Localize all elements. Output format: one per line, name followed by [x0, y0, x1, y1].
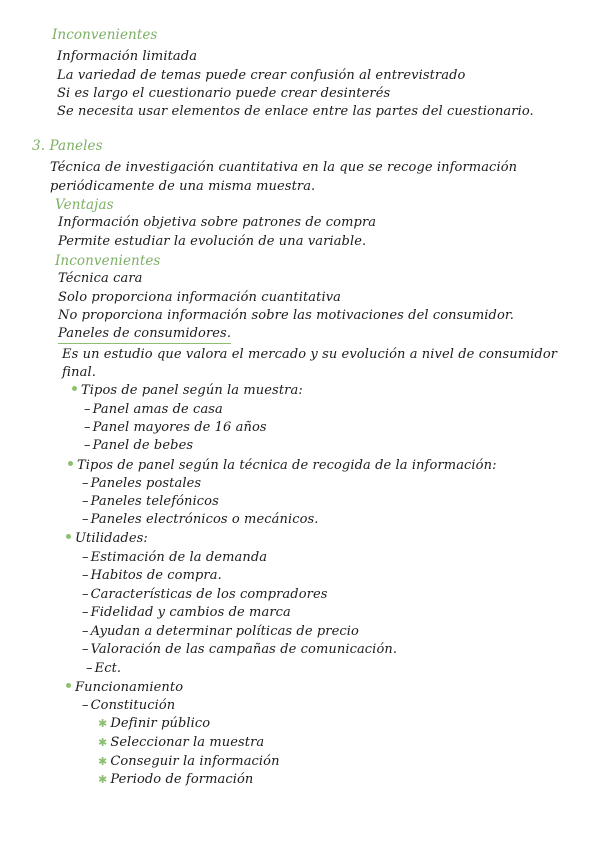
- item-label: Seleccionar la muestra: [110, 735, 265, 750]
- ventajas-item: Información objetiva sobre patrones de compra: [58, 215, 377, 230]
- item-label: Conseguir la información: [110, 754, 280, 769]
- tipos-muestra-label: Tipos de panel según la muestra:: [81, 383, 303, 398]
- dash-icon: –: [82, 476, 89, 491]
- item-label: Valoración de las campañas de comunicación.: [90, 642, 398, 657]
- funcionamiento-label: Funcionamiento: [75, 680, 184, 695]
- tipos-muestra-item: [84, 438, 193, 454]
- constitucion-label: Constitución: [90, 698, 176, 713]
- utilidades-item: [82, 605, 291, 621]
- item-label: Panel amas de casa: [92, 402, 223, 417]
- tipos-muestra-title: [72, 383, 303, 399]
- star-bullet-icon: ✱: [98, 736, 108, 749]
- tipos-tecnica-label: Tipos de panel según la técnica de recogida de la información:: [77, 458, 497, 473]
- bullet-icon: [72, 386, 77, 391]
- inconvenientes-heading: Inconvenientes: [52, 27, 158, 43]
- utilidades-item: [82, 568, 222, 584]
- dash-icon: –: [86, 661, 93, 676]
- tipos-tecnica-title: [68, 458, 497, 474]
- dash-icon: –: [84, 402, 91, 417]
- item-label: Ect.: [94, 661, 122, 676]
- constitucion-item: [98, 735, 264, 751]
- paneles-heading: 3. Paneles: [32, 138, 103, 154]
- dash-icon: –: [82, 587, 89, 602]
- tipos-muestra-item: [84, 402, 223, 418]
- paneles-definition: periódicamente de una misma muestra.: [50, 179, 316, 194]
- tipos-tecnica-item: [82, 512, 319, 528]
- paneles-inconvenientes-heading: Inconvenientes: [55, 253, 161, 269]
- inconvenientes-item: Información limitada: [57, 49, 198, 64]
- bullet-icon: [66, 534, 71, 539]
- star-bullet-icon: ✱: [98, 773, 108, 786]
- dash-icon: –: [82, 698, 89, 713]
- consumidores-definition: Es un estudio que valora el mercado y su evolución a nivel de consumidor: [62, 347, 558, 362]
- item-label: Ayudan a determinar políticas de precio: [90, 624, 359, 639]
- utilidades-item: [82, 642, 397, 658]
- dash-icon: –: [82, 550, 89, 565]
- ventajas-heading: Ventajas: [55, 197, 114, 213]
- item-label: Definir público: [110, 716, 211, 731]
- item-label: Paneles electrónicos o mecánicos.: [90, 512, 319, 527]
- funcionamiento-title: [66, 680, 183, 696]
- paneles-consumidores-heading: Paneles de consumidores.: [58, 326, 231, 344]
- paneles-definition: Técnica de investigación cuantitativa en la que se recoge información: [50, 160, 518, 175]
- paneles-inconvenientes-item: No proporciona información sobre las motivaciones del consumidor.: [58, 308, 515, 323]
- item-label: Habitos de compra.: [90, 568, 222, 583]
- dash-icon: –: [82, 642, 89, 657]
- star-bullet-icon: ✱: [98, 755, 108, 768]
- paneles-inconvenientes-item: Técnica cara: [58, 271, 143, 286]
- consumidores-definition: final.: [62, 365, 96, 380]
- inconvenientes-item: Si es largo el cuestionario puede crear desinterés: [57, 86, 391, 101]
- item-label: Estimación de la demanda: [90, 550, 268, 565]
- item-label: Panel de bebes: [92, 438, 194, 453]
- bullet-icon: [66, 683, 71, 688]
- tipos-tecnica-item: [82, 494, 219, 510]
- paneles-inconvenientes-item: Solo proporciona información cuantitativa: [58, 290, 342, 305]
- tipos-tecnica-item: [82, 476, 201, 492]
- utilidades-item: [82, 550, 267, 566]
- constitucion-title: [82, 698, 175, 714]
- inconvenientes-item: La variedad de temas puede crear confusión al entrevistrado: [57, 68, 466, 83]
- dash-icon: –: [82, 624, 89, 639]
- dash-icon: –: [84, 438, 91, 453]
- item-label: Paneles telefónicos: [90, 494, 219, 509]
- constitucion-item: [98, 754, 280, 770]
- dash-icon: –: [82, 605, 89, 620]
- item-label: Paneles postales: [90, 476, 202, 491]
- utilidades-label: Utilidades:: [75, 531, 148, 546]
- dash-icon: –: [84, 420, 91, 435]
- item-label: Características de los compradores: [90, 587, 328, 602]
- constitucion-item: [98, 772, 253, 788]
- star-bullet-icon: ✱: [98, 717, 108, 730]
- utilidades-title: [66, 531, 148, 547]
- item-label: Fidelidad y cambios de marca: [90, 605, 291, 620]
- utilidades-item: [86, 661, 121, 677]
- item-label: Periodo de formación: [110, 772, 254, 787]
- utilidades-item: [82, 624, 359, 640]
- ventajas-item: Permite estudiar la evolución de una variable.: [58, 234, 367, 249]
- constitucion-item: [98, 716, 210, 732]
- dash-icon: –: [82, 568, 89, 583]
- dash-icon: –: [82, 512, 89, 527]
- dash-icon: –: [82, 494, 89, 509]
- inconvenientes-item: Se necesita usar elementos de enlace entre las partes del cuestionario.: [57, 104, 534, 119]
- utilidades-item: [82, 587, 328, 603]
- bullet-icon: [68, 461, 73, 466]
- tipos-muestra-item: [84, 420, 267, 436]
- item-label: Panel mayores de 16 años: [92, 420, 267, 435]
